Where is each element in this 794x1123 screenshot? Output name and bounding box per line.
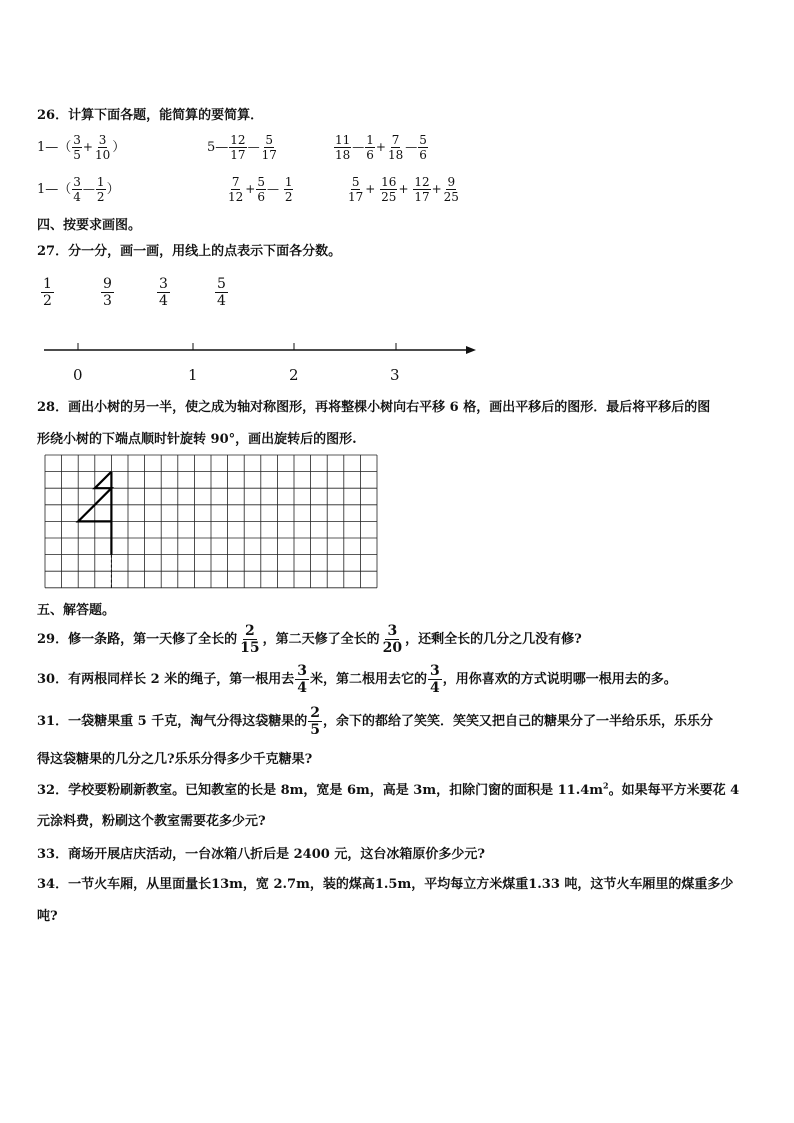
fraction: $\frac{12}{17}$	[414, 175, 430, 204]
section-5-heading: 五、解答题。	[37, 603, 116, 618]
fraction: $\frac{3}{5}$	[73, 133, 81, 162]
operator: +	[82, 140, 93, 154]
fraction: $\frac{9}{25}$	[443, 175, 459, 204]
q34-text-line1: 34．一节火车厢，从里面量长13m，宽 2.7m，装的煤高1.5m，平均每立方米煤重1.33 吨，这节火车厢里的煤重多少	[37, 877, 734, 892]
q33-text: 33．商场开展店庆活动，一台冰箱八折后是 2400 元，这台冰箱原价多少元?	[37, 847, 485, 862]
q27-fraction-3: $\frac{3}{4}$	[159, 276, 168, 309]
fraction: $\frac{3}{10}$	[94, 133, 111, 162]
q32-text-line2: 元涂料费，粉刷这个教室需要花多少元?	[37, 814, 266, 829]
q29-text: 29．修一条路，第一天修了全长的 $\frac{2}{15}$ ，第二天修了全长的 $\frac{3}{20}$ ，还剩全长的几分之几没有修?	[37, 623, 582, 656]
operator: +	[365, 182, 380, 196]
operator: +	[245, 182, 256, 196]
q27-title: 27．分一分，画一画，用线上的点表示下面各分数。	[37, 244, 342, 259]
fraction: $\frac{7}{12}$	[228, 175, 244, 204]
operator: —	[352, 140, 365, 154]
q27-fraction-2: $\frac{9}{3}$	[103, 276, 112, 309]
fraction: $\frac{3}{4}$	[73, 175, 81, 204]
tick-label-1: 1	[188, 366, 198, 384]
q31-text-line1: 31．一袋糖果重 5 千克，淘气分得这袋糖果的 $\frac{2}{5}$ ，余下的都给了笑笑．笑笑又把自己的糖果分了一半给乐乐，乐乐分	[37, 705, 713, 738]
operator: +	[398, 182, 413, 196]
operator: —	[82, 182, 95, 196]
q27-fraction-1: $\frac{1}{2}$	[43, 276, 52, 309]
q30-text: 30．有两根同样长 2 米的绳子，第一根用去 $\frac{3}{4}$ 米，第二根用去它的 $\frac{3}{4}$ ，用你喜欢的方式说明哪一根用去的多。	[37, 663, 677, 696]
expr-text: 1—（	[37, 140, 72, 155]
operator: —	[405, 140, 418, 154]
fraction: $\frac{5}{17}$	[348, 175, 364, 204]
q32-text-line1: 32．学校要粉刷新教室。已知教室的长是 8m，宽是 6m，高是 3m，扣除门窗的面积是 $11.4m^2$。如果每平方米要花 4	[37, 780, 740, 798]
tick-label-2: 2	[289, 366, 299, 384]
operator: +	[375, 140, 386, 154]
fraction: $\frac{1}{6}$	[366, 133, 374, 162]
q27-fraction-4: $\frac{5}{4}$	[217, 276, 226, 309]
fraction: $\frac{5}{17}$	[261, 133, 277, 162]
fraction: $\frac{5}{6}$	[419, 133, 427, 162]
fraction: $\frac{12}{17}$	[230, 133, 246, 162]
expr-text: ）	[106, 182, 120, 197]
fraction: $\frac{5}{6}$	[257, 175, 265, 204]
tick-label-3: 3	[390, 366, 400, 384]
expr-text: 5—	[207, 140, 229, 155]
q26-title: 26．计算下面各题，能简算的要简算．	[37, 108, 264, 123]
operator: —	[247, 140, 260, 154]
fraction: $\frac{7}{18}$	[387, 133, 404, 162]
expr-text: 1—（	[37, 182, 72, 197]
tick-label-0: 0	[73, 366, 83, 384]
q31-text-line2: 得这袋糖果的几分之几?乐乐分得多少千克糖果?	[37, 752, 313, 767]
q28-text-line1: 28．画出小树的另一半，使之成为轴对称图形，再将整棵小树向右平移 6 格，画出平移后的图形．最后将平移后的图	[37, 400, 711, 415]
q28-text-line2: 形绕小树的下端点顺时针旋转 90°，画出旋转后的图形.	[37, 432, 357, 447]
expr-text: ）	[112, 140, 126, 155]
q34-text-line2: 吨?	[37, 909, 58, 924]
fraction: $\frac{1}{2}$	[96, 175, 105, 204]
fraction: $\frac{1}{2}$	[284, 175, 293, 204]
fraction: $\frac{16}{25}$	[381, 175, 397, 204]
operator: +	[431, 182, 442, 196]
section-4-heading: 四、按要求画图。	[37, 218, 142, 233]
fraction: $\frac{11}{18}$	[335, 133, 351, 162]
operator: —	[266, 182, 283, 196]
